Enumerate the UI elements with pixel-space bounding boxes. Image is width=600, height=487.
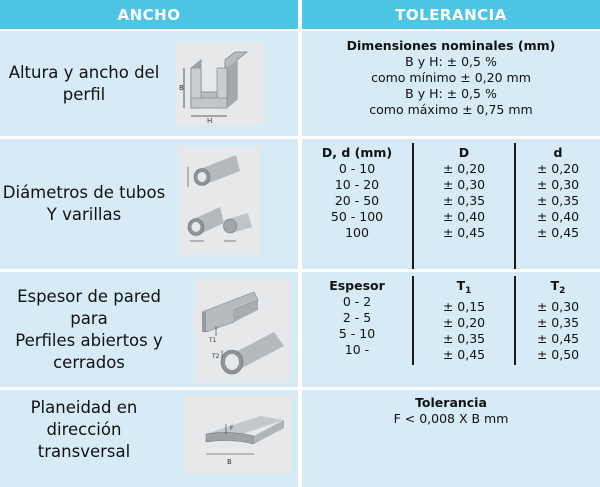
col-value: 50 - 100 — [330, 209, 384, 224]
col-value: 0 - 2 — [342, 294, 372, 309]
col-value: 100 — [345, 225, 369, 240]
col-value: 2 - 5 — [342, 310, 372, 325]
col-value: ± 0,20 — [536, 161, 580, 176]
row3-label-line: Espesor de pared para — [17, 286, 161, 328]
col-value: ± 0,15 — [442, 299, 486, 314]
row1-line: como máximo ± 0,75 mm — [369, 102, 533, 117]
row4-title: Tolerancia — [415, 395, 487, 410]
row4-tolerance-text — [302, 395, 600, 427]
col-value: ± 0,45 — [442, 225, 486, 240]
col-head-t1 — [414, 278, 514, 299]
col-value: 20 - 50 — [334, 193, 380, 208]
header-ancho — [0, 0, 298, 29]
row2-col-d-outer — [414, 145, 514, 241]
fig-label-f: F — [230, 425, 234, 432]
col-value: ± 0,20 — [442, 161, 486, 176]
fig-label-h: H — [207, 117, 213, 125]
col-head-text: T — [550, 278, 560, 293]
col-value: ± 0,30 — [536, 299, 580, 314]
col-value: 10 - 20 — [334, 177, 380, 192]
wall-thickness-figure — [194, 278, 290, 382]
row2-label-line: Y varillas — [46, 205, 122, 224]
fig-label-b: B — [227, 458, 232, 466]
row2-left-cell — [0, 139, 298, 269]
col-value: ± 0,35 — [536, 193, 580, 208]
row4-right-cell — [302, 390, 600, 487]
col-head-text: T — [456, 278, 466, 293]
row3-label-line: cerrados — [53, 352, 125, 372]
row3-col-t1 — [414, 278, 514, 363]
col-value: ± 0,30 — [536, 177, 580, 192]
col-value: ± 0,45 — [536, 331, 580, 346]
row1-right-cell — [302, 31, 600, 136]
col-value: ± 0,50 — [536, 347, 580, 362]
row1-label-line: perfil — [62, 84, 106, 104]
col-head: d — [553, 145, 563, 160]
row2-col-d-inner — [516, 145, 600, 241]
row1-line: B y H: ± 0,5 % — [405, 86, 497, 101]
col-head: D — [458, 145, 470, 160]
col-head-sub: 1 — [465, 286, 472, 296]
row2-label-line: Diámetros de tubos — [2, 183, 166, 202]
row1-title: Dimensiones nominales (mm) — [346, 38, 556, 53]
row4-label-line: dirección — [46, 420, 122, 439]
col-value: 10 - — [344, 342, 370, 357]
row3-col-thickness — [302, 278, 412, 358]
fig-label-t2: T2 — [212, 353, 220, 360]
col-value: 5 - 10 — [338, 326, 376, 341]
header-tolerancia-text: TOLERANCIA — [395, 5, 507, 24]
row3-label-line: Perfiles abiertos y — [15, 330, 163, 350]
row1-label-line: Altura y ancho del — [8, 62, 160, 82]
row3-label — [0, 272, 178, 387]
row1-line: B y H: ± 0,5 % — [405, 54, 497, 69]
col-value: ± 0,45 — [536, 225, 580, 240]
row1-tolerance-text — [302, 38, 600, 118]
fig-label-b: B — [179, 84, 184, 92]
row4-line: F < 0,008 X B mm — [393, 411, 509, 426]
col-value: ± 0,30 — [442, 177, 486, 192]
col-head: Espesor — [329, 278, 385, 293]
row2-right-cell — [302, 139, 600, 269]
col-value: ± 0,35 — [442, 331, 486, 346]
row3-right-cell — [302, 272, 600, 387]
u-profile-figure — [175, 42, 263, 125]
row4-label — [0, 390, 168, 470]
fig-label-t1: T1 — [209, 337, 217, 344]
row4-label-line: transversal — [37, 442, 131, 461]
row1-line: como mínimo ± 0,20 mm — [371, 70, 531, 85]
col-head: D, d (mm) — [321, 145, 393, 160]
header-ancho-text: ANCHO — [117, 5, 181, 24]
row3-col-t2 — [516, 278, 600, 363]
col-value: ± 0,45 — [442, 347, 486, 362]
col-value: ± 0,20 — [442, 315, 486, 330]
col-value: ± 0,35 — [442, 193, 486, 208]
col-head-t2 — [516, 278, 600, 299]
row4-left-cell — [0, 390, 298, 487]
header-tolerancia — [302, 0, 600, 29]
tubes-rods-figure — [178, 147, 260, 255]
row1-left-cell — [0, 31, 298, 136]
row2-label — [0, 139, 168, 269]
col-head-sub: 2 — [559, 286, 566, 296]
row3-left-cell — [0, 272, 298, 387]
flatness-figure — [184, 396, 292, 474]
col-value: ± 0,40 — [442, 209, 486, 224]
row2-col-range — [302, 145, 412, 241]
row4-label-line: Planeidad en — [30, 398, 138, 417]
col-value: ± 0,35 — [536, 315, 580, 330]
col-value: 0 - 10 — [338, 161, 376, 176]
col-value: ± 0,40 — [536, 209, 580, 224]
row1-label — [0, 31, 168, 136]
